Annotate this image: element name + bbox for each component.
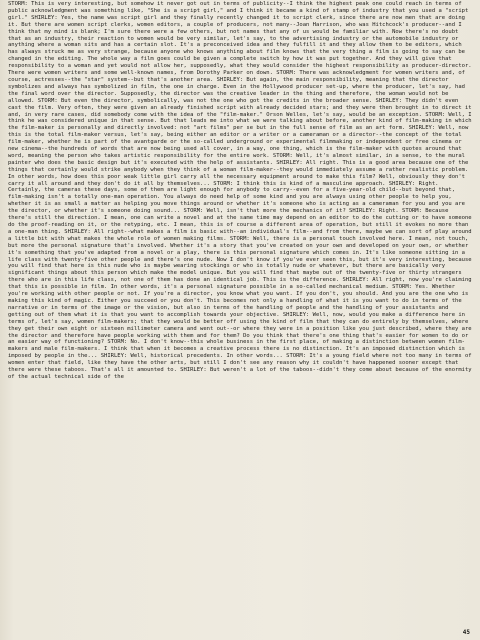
interview-body-text: STORM: This is very interesting, but somehow it never got out in terms of publicity--I think the highest peak one could reach in terms of public acknowledgment was something like, "She is a script girl," and I think it became a kind of stamp of industry that you used a "script girl." SHIRLEY: Yes, the name was script girl and they finally recently changed it to script clerk, since there are now men that are doing it. But there are women script clerks, women editors, a couple of producers, not many--Joan Harrison, who was Hitchcock's producer--and I think that my mind is blank; I'm sure there were a few others, but not names that any of us would be familiar with. Now there's no doubt that as an industry, their reaction to women would be very similar, let's say, to the advertising industry or the automobile industry or anything where a woman sits and has a certain slot. It's a preconceived idea and they fulfill it and they allow them to be editors, which has always struck me as very strange, because anyone who knows anything about film knows that the very thing a film is going to say can be changed in the editing. The whole way a film goes could be given a complete switch by how it was put together. And they will give that responsibility to a woman and yet would not allow her, supposedly, what they would consider the highest responsibility as producer-director. There were women writers and some well-known names, from Dorothy Parker on down. STORM: There was acknowledgment for women writers and, of course, actresses--the "star" system--but that's another area. SHIRLEY: But again, the main responsibility, meaning that the director symbolizes and always has symbolized in film, the one in charge. Even in the Hollywood producer set-up, where the producer, let's say, had the final word over the director. Supposedly, the director was the creative leader in the thing and therefore, the woman would not be allowed. STORM: But even the director, symbolically, was not the one who got the credits in the broader sense. SHIRLEY: They didn't even cast the film. Very often, they were given an already finished script with already decided stars; and they were then brought in to direct it and, in very rare cases, did somebody come with the idea of the "film-maker." Orson Welles, let's say, would be an exception. STORM: Well, I think he was considered unique in that sense. But that leads me into what we were talking about before, another kind of film-making in which the film-maker is personally and directly involved: not "art films" per se but in the full sense of film as an art form. SHIRLEY: Well, now this is the total film-maker versus, let's say, being either an editor or a writer or a cameraman or a director--the concept of the total film-maker, whether he is part of the avantgarde or the so-called underground or experimental filmmaking or independent or free cinema or new cinema--the hundreds of words that are now being used all cover, in a way, one thing, which is the film-maker with quotes around that word, meaning the person who takes artistic responsibility for the entire work. STORM: Well, it's almost similar, in a sense, to the mural painter who does the basic design but it's executed with the help of assistants. SHIRLEY: All right. This is a good area because one of the things that certainly would strike anybody when they think of a woman film-maker--they would immediately assume a rather realistic problem. In other words, how does this poor weak little girl carry all the necessary equipment around to make this film? Well, obviously they don't carry it all around and they don't do it all by themselves... STORM: I think this is kind of a masculine approach. SHIRLEY: Right. Certainly, the cameras these days, some of them are light enough for anybody to carry--even for a five-year-old child--but beyond that, film-making isn't a totally one-man operation. You always do need help of some kind and you are always using other people to help you, whether it is as small a matter as helping you move things around or whether it's someone who is acting as a cameraman for you and you are the director, or whether it's someone doing sound... STORM: Well, isn't that more the mechanics of it? SHIRLEY: Right. STORM: Because there's still the direction. I mean, one can write a novel and at the same time may depend on an editor to do the cutting or to have someone do the proof-reading on it, or the retyping, etc. I mean, this is of course a different area of operation, but still it evokes no more than a one-man thing. SHIRLEY: All right--what makes a film is basic with--an individual's film--and from there, maybe we can sort of play around a little bit with what makes the whole role of women making films. STORM: Well, there is a personal touch involved here. I mean, not touch, but more the personal signature that's involved. Whether it's a story that you've created on your own and developed on your own, or whether it's something that you've adapted from a novel or a play, there is this personal signature which comes in. It's like someone sitting in a life class with twenty-five other people and there's one nude. Now I don't know if you've ever seen this, but it's very interesting, because you will find that here is this nude who is maybe wearing stockings or who is totally nude or whatever, but there are basically very significant things about this person which make the model unique. But you will find that maybe out of the twenty-five or thirty strangers there who are in this life class, not one of them has done an identical job. This is the difference. SHIRLEY: All right, now you're claiming that this is possible in film. In other words, it's a personal signature possible in a so-called mechanical medium. STORM: Yes. Whether you're working with other people or not. If you're a director, you know what you want. If you don't, you should. And you are the one who is making this kind of magic. Either you succeed or you don't. This becomes not only a handling of what it is you want to do in terms of the narrative or in terms of the image or the vision, but also in terms of the handling of people and the handling of your assistants and getting out of them what it is that you want to accomplish towards your objective. SHIRLEY: Well, now, would you make a difference here in terms of, let's say, women film-makers; that they would be better off using the kind of film that they can do entirely by themselves, where they get their own eight or sixteen millimeter camera and went out--or where they were in a position like you just described, where they are the director and therefore have people working with them and for them? Do you think that there's one thing that's easier for women to do or an easier way of functioning? STORM: No. I don't know--this whole business in the first place, of making a distinction between women film-makers and male film-makers. I think that when it becomes a creative process there is no distinction. It's an imposed distinction which is imposed by people in the... SHIRLEY: Well, historical precedents. In other words... STORM: It's a young field where not too many in terms of women enter that field, like they have the other arts, but still I don't see any reason why it couldn't have happened sooner except that there were these taboos. That's all it amounted to. SHIRLEY: But weren't a lot of the taboos--didn't they come about because of the enormity of the actual technical side of the — [8, 1, 472, 380]
page-number: 45 — [462, 629, 470, 636]
